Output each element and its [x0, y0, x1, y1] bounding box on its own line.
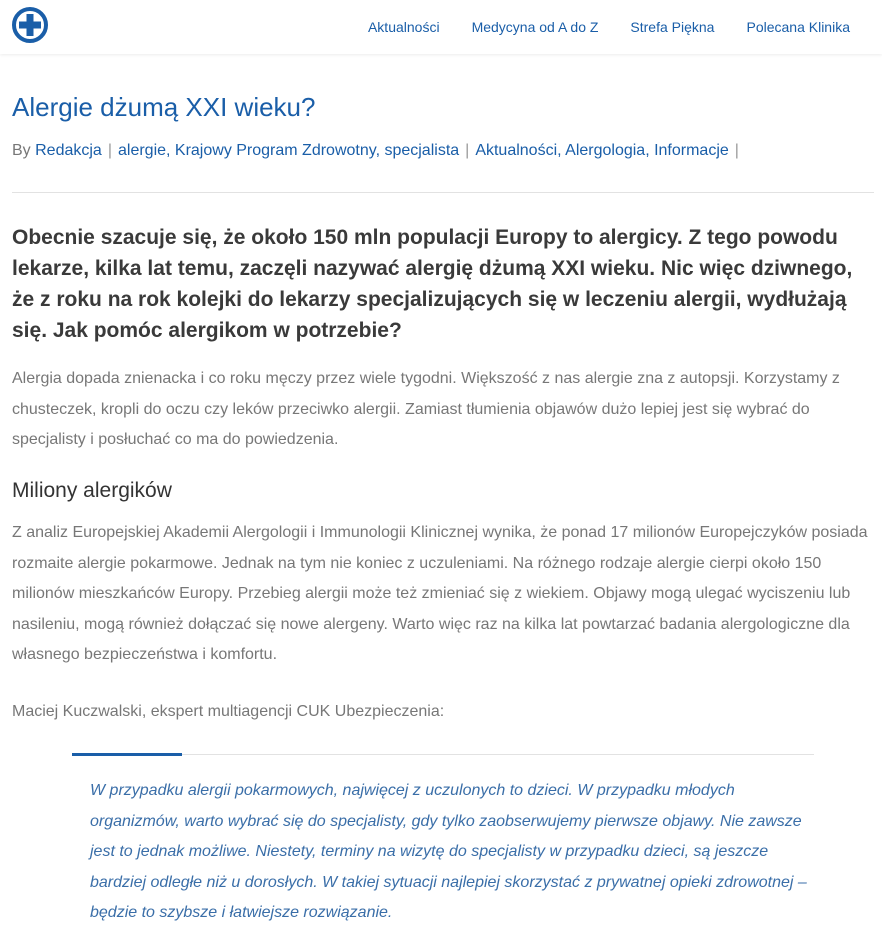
author-link[interactable]: Redakcja — [35, 142, 102, 159]
page-title: Alergie dżumą XXI wieku? — [12, 92, 316, 122]
medical-cross-icon — [11, 6, 49, 44]
paragraph: Alergia dopada znienacka i co roku męczy przez wiele tygodni. Większość z nas alergie zna z autopsji. Korzystamy z chusteczek, kropli do oczu czy leków przeciwko alergii. Zamiast tłumienia objawów dużo lepiej jest się wybrać do specjalisty i posłuchać co ma do powiedzenia. — [12, 370, 840, 448]
quote-accent-bar — [72, 753, 182, 756]
meta-separator: | — [734, 142, 739, 159]
section-heading: Miliony alergików — [12, 479, 172, 502]
tags-links[interactable]: alergie, Krajowy Program Zdrowotny, specjalista — [117, 142, 460, 159]
categories-links[interactable]: Aktualności, Alergologia, Informacje — [475, 142, 729, 159]
quote-rule — [72, 754, 814, 755]
paragraph: Z analiz Europejskiej Akademii Alergologii i Immunologii Klinicznej wynika, że ponad 17 milionów Europejczyków posiada rozmaite alergie pokarmowe. Jednak na tym nie koniec z uczuleniami. Na różnego rodzaje alergie cierpi około 150 milionów mieszkańców Europy. Przebieg alergii może też zmieniać się z wiekiem. Objawy mogą ulegać wyciszeniu lub nasileniu, mogą również dołączać się nowe alergeny. Warto więc raz na kilka lat powtarzać badania alergologiczne dla własnego bezpieczeństwa i komfortu. — [12, 524, 868, 663]
nav-item-polecana-klinika[interactable]: Polecana Klinika — [746, 19, 850, 35]
by-label: By — [12, 142, 31, 159]
nav-item-aktualnosci[interactable]: Aktualności — [367, 19, 440, 35]
site-header — [0, 0, 882, 54]
post-meta — [12, 142, 745, 160]
lead-paragraph: Obecnie szacuje się, że około 150 mln populacji Europy to alergicy. Z tego powodu lekarze, kilka lat temu, zaczęli nazywać alergię dżumą XXI wieku. Nic więc dziwnego, że z roku na rok kolejki do lekarzy specjalizujących się w leczeniu alergii, wydłużają się. Jak pomóc alergikom w potrzebie? — [12, 226, 853, 342]
nav-item-medycyna[interactable]: Medycyna od A do Z — [471, 19, 599, 35]
site-logo[interactable] — [11, 6, 49, 44]
paragraph: Maciej Kuczwalski, ekspert multiagencji CUK Ubezpieczenia: — [12, 703, 445, 720]
quote-text: W przypadku alergii pokarmowych, najwięcej z uczulonych to dzieci. W przypadku młodych organizmów, warto wybrać się do specjalisty, gdy tylko zaobserwujemy pierwsze objawy. Nie zawsze jest to jednak możliwe. Niestety, terminy na wizytę do specjalisty w przypadku dzieci, są jeszcze bardziej odległe niż u dorosłych. W takiej sytuacji najlepiej skorzystać z prywatnej opieki zdrowotnej – będzie to szybsze i łatwiejsze rozwiązanie. — [90, 782, 807, 921]
nav-item-strefa-piekna[interactable]: Strefa Piękna — [630, 19, 715, 35]
meta-separator: | — [465, 142, 470, 159]
divider — [12, 192, 874, 193]
meta-separator: | — [107, 142, 112, 159]
main-nav — [352, 0, 860, 54]
